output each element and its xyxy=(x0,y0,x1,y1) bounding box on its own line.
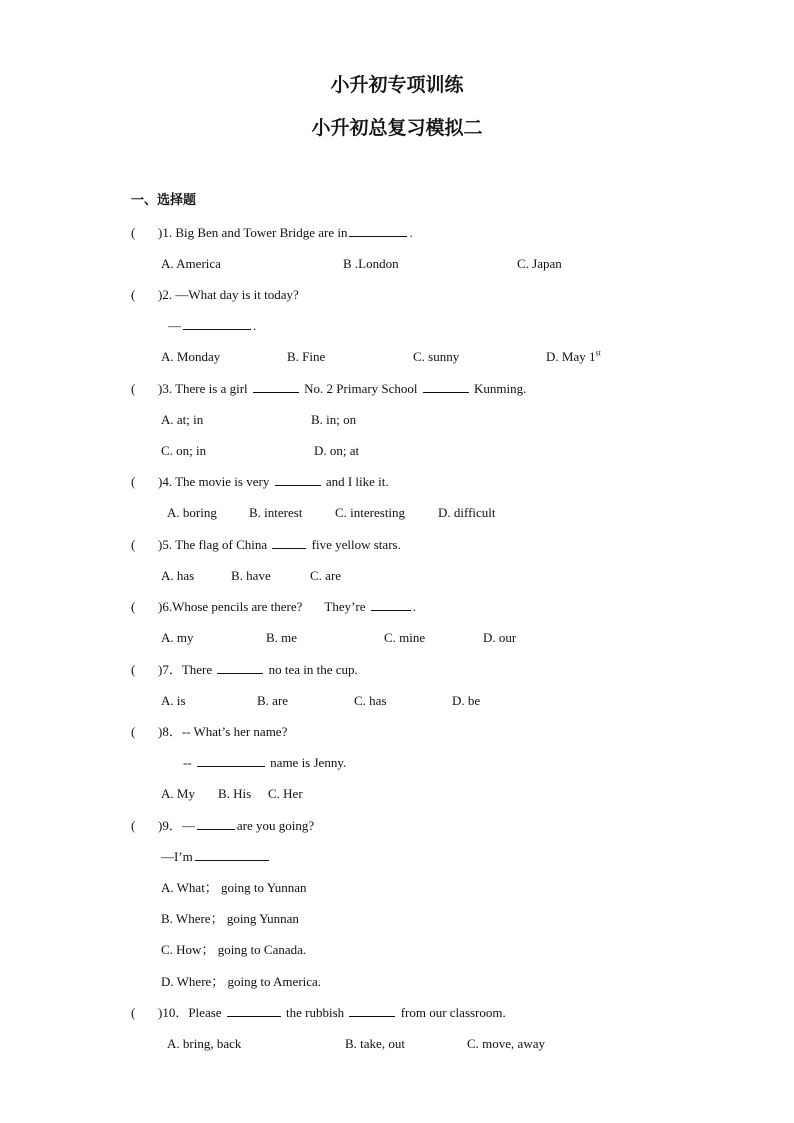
option-c[interactable]: C. How； going to Canada. xyxy=(161,942,307,957)
stem-text: )3. There is a girl xyxy=(158,381,248,396)
stem-text: no tea in the cup. xyxy=(268,662,358,677)
option-c[interactable]: C. are xyxy=(310,568,342,583)
option-a[interactable]: A. Monday xyxy=(161,349,221,364)
answer-line xyxy=(161,848,271,866)
answer-paren: ( xyxy=(131,818,136,833)
answer-line xyxy=(183,754,346,772)
option-b[interactable]: B. take, out xyxy=(345,1036,405,1051)
stem-text: )4. The movie is very xyxy=(158,474,270,489)
question-stem xyxy=(158,1004,506,1022)
stem-text: the rubbish xyxy=(286,1005,345,1020)
stem-text: They’re xyxy=(324,599,366,614)
option-d[interactable]: D. our xyxy=(483,630,517,645)
answer-paren: ( xyxy=(131,1005,136,1020)
blank xyxy=(349,224,407,237)
question-stem xyxy=(158,598,416,616)
option-c[interactable]: C. mine xyxy=(384,630,426,645)
option-b[interactable]: B. Fine xyxy=(287,349,326,364)
stem-text: )1. Big Ben and Tower Bridge are in xyxy=(158,225,348,240)
stem-text: from our classroom. xyxy=(400,1005,506,1020)
stem-text: )10．Please xyxy=(158,1005,222,1020)
answer-paren: ( xyxy=(131,225,136,240)
stem-text: )5. The flag of China xyxy=(158,537,268,552)
option-c[interactable]: C. Her xyxy=(268,786,303,801)
stem-text: five yellow stars. xyxy=(311,537,401,552)
answer-paren: ( xyxy=(131,662,136,677)
option-c[interactable]: C. Japan xyxy=(517,256,562,271)
option-a[interactable]: A. my xyxy=(161,630,194,645)
option-d[interactable]: D. on; at xyxy=(314,443,360,458)
option-a[interactable]: A. at; in xyxy=(161,412,204,427)
option-b[interactable]: B. are xyxy=(257,693,289,708)
blank xyxy=(371,598,411,611)
stem-text: )7．There xyxy=(158,662,213,677)
question-stem xyxy=(158,473,389,491)
question-stem xyxy=(158,661,358,679)
blank xyxy=(195,848,269,861)
stem-text: are you going? xyxy=(236,818,315,833)
option-a[interactable]: A. is xyxy=(161,693,186,708)
option-b[interactable]: B. have xyxy=(231,568,271,583)
answer-prefix: -- xyxy=(183,755,192,770)
answer-prefix: —I’m xyxy=(161,849,193,864)
option-b[interactable]: B. Where； going Yunnan xyxy=(161,911,299,926)
answer-paren: ( xyxy=(131,724,136,739)
blank xyxy=(253,380,299,393)
question-stem xyxy=(158,817,314,835)
option-b[interactable]: B. interest xyxy=(249,505,303,520)
option-d[interactable]: D. Where； going to America. xyxy=(161,974,322,989)
option-b[interactable]: B .London xyxy=(343,256,399,271)
answer-line xyxy=(168,317,256,335)
section-heading: 一、选择题 xyxy=(131,193,197,208)
option-a[interactable]: A. has xyxy=(161,568,195,583)
option-c[interactable]: C. move, away xyxy=(467,1036,545,1051)
answer-paren: ( xyxy=(131,474,136,489)
option-b[interactable]: B. in; on xyxy=(311,412,357,427)
blank xyxy=(423,380,469,393)
answer-suffix: . xyxy=(253,318,257,333)
stem-text: . xyxy=(412,599,417,614)
option-b[interactable]: B. His xyxy=(218,786,252,801)
option-c[interactable]: C. on; in xyxy=(161,443,207,458)
blank xyxy=(197,817,235,830)
page-title: 小升初专项训练 xyxy=(330,74,464,96)
option-d[interactable] xyxy=(546,348,601,366)
option-c[interactable]: C. has xyxy=(354,693,387,708)
question-stem xyxy=(158,536,401,554)
option-c[interactable]: C. interesting xyxy=(335,505,406,520)
question-stem: )2. —What day is it today? xyxy=(158,287,299,302)
answer-prefix: — xyxy=(168,318,181,333)
blank xyxy=(272,536,306,549)
blank xyxy=(183,317,251,330)
option-a[interactable]: A. What； going to Yunnan xyxy=(161,880,307,895)
answer-paren: ( xyxy=(131,599,136,614)
question-stem xyxy=(158,380,526,398)
answer-paren: ( xyxy=(131,537,136,552)
option-b[interactable]: B. me xyxy=(266,630,298,645)
stem-text: and I like it. xyxy=(325,474,389,489)
blank xyxy=(227,1004,281,1017)
option-a[interactable]: A. America xyxy=(161,256,221,271)
ordinal-suffix: st xyxy=(595,348,601,358)
stem-text: )9．— xyxy=(158,818,195,833)
answer-suffix: name is Jenny. xyxy=(270,755,347,770)
blank xyxy=(349,1004,395,1017)
question-stem xyxy=(158,224,413,242)
option-a[interactable]: A. bring, back xyxy=(167,1036,242,1051)
stem-text: No. 2 Primary School xyxy=(304,381,418,396)
blank xyxy=(217,661,263,674)
option-d-text: D. May 1 xyxy=(546,349,596,364)
option-d[interactable]: D. difficult xyxy=(438,505,496,520)
option-c[interactable]: C. sunny xyxy=(413,349,460,364)
question-stem: )8．-- What’s her name? xyxy=(158,724,288,739)
option-d[interactable]: D. be xyxy=(452,693,481,708)
option-a[interactable]: A. boring xyxy=(167,505,217,520)
stem-text: . xyxy=(409,225,413,240)
answer-paren: ( xyxy=(131,381,136,396)
blank xyxy=(275,473,321,486)
stem-text: )6.Whose pencils are there? xyxy=(158,599,303,614)
option-a[interactable]: A. My xyxy=(161,786,195,801)
stem-text: Kunming. xyxy=(474,381,527,396)
blank xyxy=(197,754,265,767)
answer-paren: ( xyxy=(131,287,136,302)
page-subtitle: 小升初总复习模拟二 xyxy=(311,117,483,139)
